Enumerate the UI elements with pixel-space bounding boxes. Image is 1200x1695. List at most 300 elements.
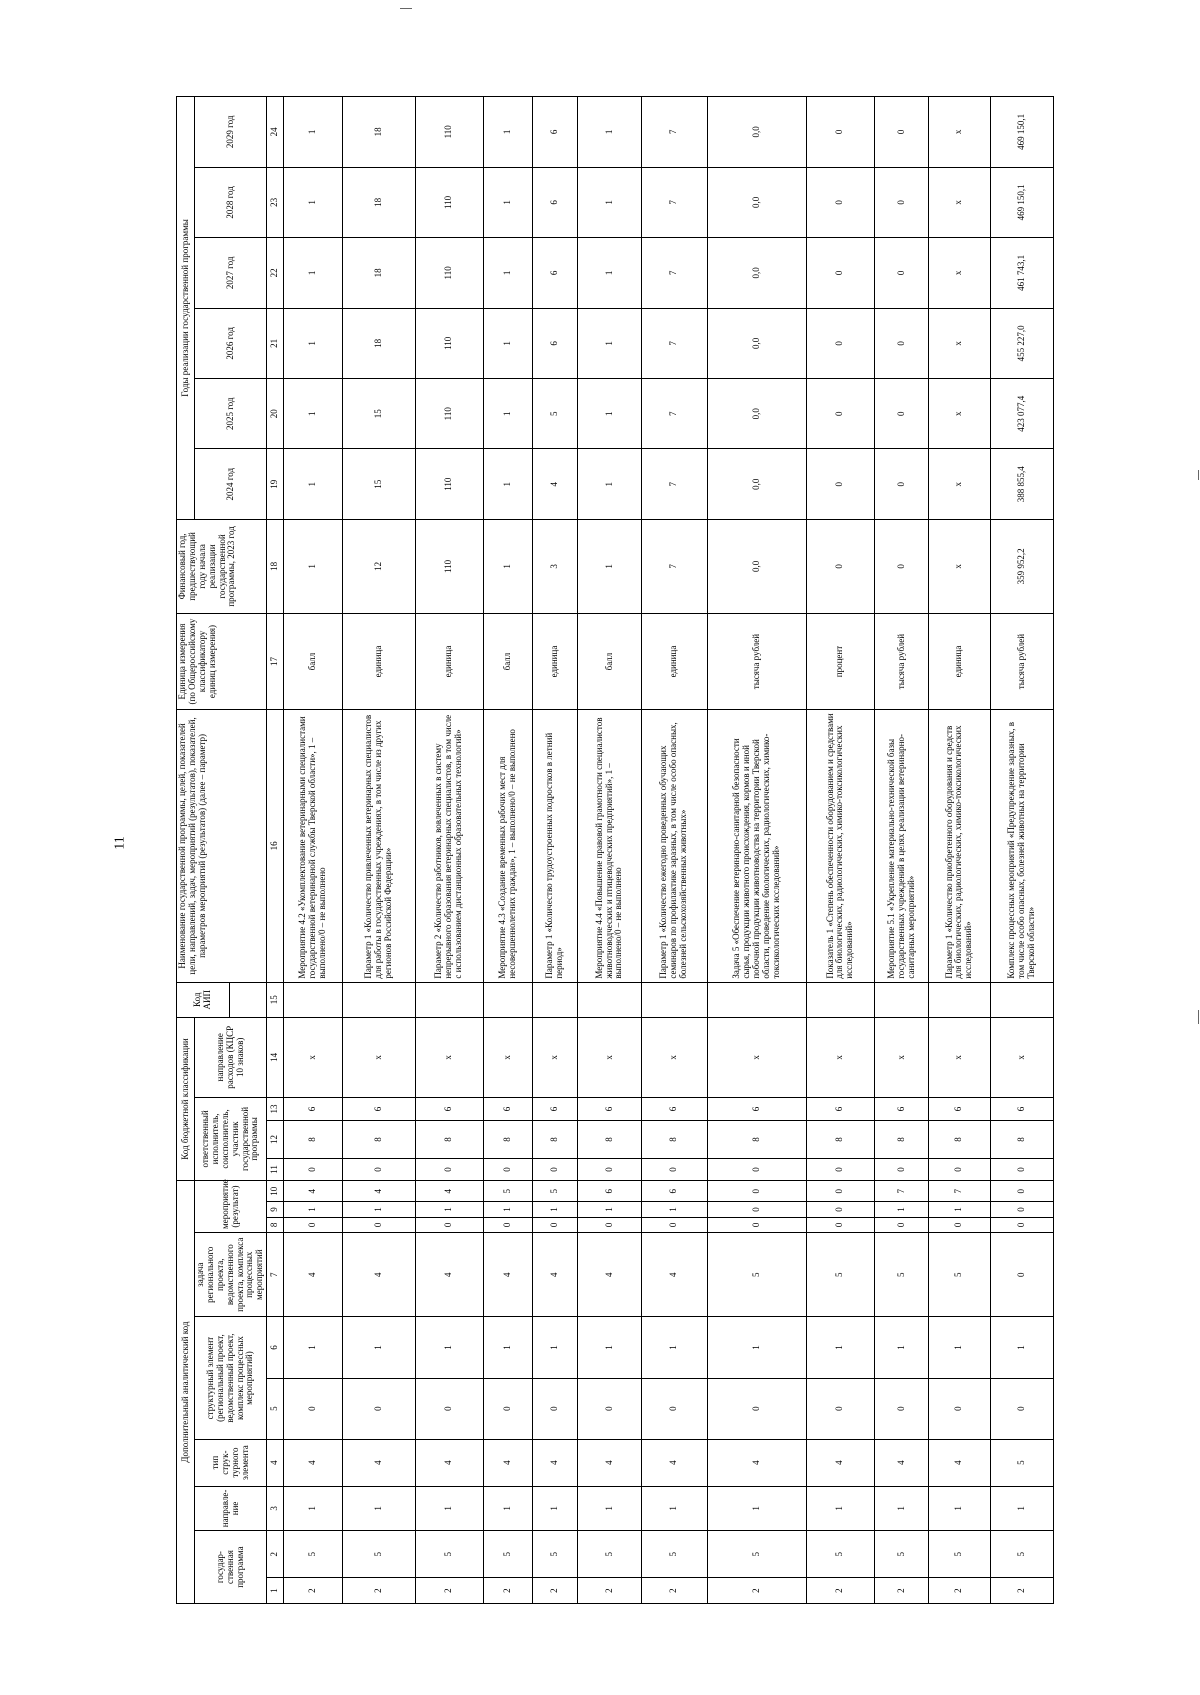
- code-cell: [533, 982, 578, 1017]
- item-name-cell: Параметр 2 «Количество работников, вовлеченных в систему непрерывного образования ветеринарных специалистов, в том числе с использованием дистанционных образовательных технологий»: [415, 710, 483, 982]
- code-cell: [283, 982, 342, 1017]
- unit-cell: единица: [641, 613, 707, 709]
- code-cell: 5: [641, 1531, 707, 1578]
- item-name-cell: Мероприятие 5.1 «Укрепление материально-технической базы государственных учреждений в целях реализации ветеринарно-санитарных мероприятий»: [875, 710, 929, 982]
- year-value-cell: 0: [806, 449, 874, 519]
- year-value-cell: 110: [415, 449, 483, 519]
- code-cell: 4: [533, 1232, 578, 1317]
- year-value-cell: 0,0: [707, 379, 806, 449]
- code-cell: 6: [929, 1097, 990, 1120]
- code-cell: 0: [707, 1158, 806, 1180]
- base-year-value-cell: х: [929, 519, 990, 613]
- year-value-cell: 7: [641, 449, 707, 519]
- code-cell: 5: [415, 1531, 483, 1578]
- code-cell: 2: [578, 1578, 642, 1604]
- code-cell: 8: [929, 1121, 990, 1159]
- year-value-cell: 0: [806, 97, 874, 168]
- year-value-cell: 110: [415, 238, 483, 308]
- code-cell: 0: [415, 1378, 483, 1439]
- code-cell: х: [483, 1017, 532, 1097]
- item-name-cell: Мероприятие 4.3 «Создание временных рабочих мест для несовершеннолетних граждан», 1 – выполнено/0 – не выполнено: [483, 710, 532, 982]
- code-cell: 4: [875, 1439, 929, 1486]
- year-value-cell: 18: [342, 238, 415, 308]
- year-value-cell: х: [929, 449, 990, 519]
- year-value-cell: 18: [342, 308, 415, 378]
- code-cell: 2: [342, 1578, 415, 1604]
- code-cell: 4: [707, 1439, 806, 1486]
- column-number: 9: [267, 1202, 283, 1217]
- code-cell: 0: [533, 1217, 578, 1232]
- column-number: 10: [267, 1181, 283, 1202]
- code-cell: 1: [806, 1317, 874, 1378]
- code-cell: 4: [929, 1439, 990, 1486]
- table-row: [641, 97, 707, 1604]
- year-value-cell: х: [929, 308, 990, 378]
- code-cell: 1: [578, 1202, 642, 1217]
- year-value-cell: 0: [806, 379, 874, 449]
- code-cell: 4: [415, 1439, 483, 1486]
- unit-cell: единица: [533, 613, 578, 709]
- unit-cell: балл: [483, 613, 532, 709]
- unit-cell: балл: [283, 613, 342, 709]
- code-cell: 0: [483, 1217, 532, 1232]
- code-cell: 1: [342, 1317, 415, 1378]
- code-cell: 1: [415, 1317, 483, 1378]
- year-value-cell: 7: [641, 167, 707, 237]
- unit-cell: тысяча рублей: [990, 613, 1054, 709]
- code-cell: 1: [578, 1486, 642, 1531]
- code-cell: 8: [342, 1121, 415, 1159]
- code-cell: 0: [533, 1378, 578, 1439]
- code-cell: х: [415, 1017, 483, 1097]
- code-cell: 6: [533, 1097, 578, 1120]
- unit-cell: тысяча рублей: [875, 613, 929, 709]
- code-cell: 4: [342, 1439, 415, 1486]
- code-cell: х: [990, 1017, 1054, 1097]
- unit-cell: единица: [415, 613, 483, 709]
- code-cell: 0: [806, 1378, 874, 1439]
- year-value-cell: 0: [806, 238, 874, 308]
- code-cell: [641, 982, 707, 1017]
- code-cell: 4: [578, 1232, 642, 1317]
- code-cell: [875, 982, 929, 1017]
- year-value-cell: 15: [342, 449, 415, 519]
- year-value-cell: 7: [641, 97, 707, 168]
- year-value-cell: 7: [641, 308, 707, 378]
- table-row: [283, 97, 342, 1604]
- year-value-cell: 6: [533, 308, 578, 378]
- year-value-cell: 1: [578, 97, 642, 168]
- unit-cell: единица: [342, 613, 415, 709]
- code-cell: х: [875, 1017, 929, 1097]
- year-value-cell: 1: [283, 449, 342, 519]
- column-number: 19: [267, 449, 283, 519]
- year-value-cell: 1: [283, 97, 342, 168]
- column-number: 3: [267, 1486, 283, 1531]
- code-cell: 5: [707, 1531, 806, 1578]
- code-cell: 8: [875, 1121, 929, 1159]
- code-cell: 0: [342, 1158, 415, 1180]
- code-cell: 1: [533, 1486, 578, 1531]
- code-cell: 2: [707, 1578, 806, 1604]
- header-naimenovanie: Наименование государственной программы, целей, показателей цели, направлений, задач, мероприятий (результатов), показателей, параметров мероприятий (результатов) (далее – параметр): [177, 710, 267, 982]
- year-value-cell: 18: [342, 167, 415, 237]
- code-cell: 5: [990, 1531, 1054, 1578]
- unit-cell: тысяча рублей: [707, 613, 806, 709]
- code-cell: 5: [283, 1531, 342, 1578]
- code-cell: 0: [875, 1217, 929, 1232]
- header-kod-budget: Код бюджетной классификации: [177, 1017, 195, 1180]
- code-cell: 0: [990, 1378, 1054, 1439]
- code-cell: 4: [806, 1439, 874, 1486]
- code-cell: 4: [533, 1439, 578, 1486]
- code-cell: 1: [641, 1202, 707, 1217]
- code-cell: 8: [990, 1121, 1054, 1159]
- code-cell: 0: [875, 1378, 929, 1439]
- code-cell: 1: [641, 1486, 707, 1531]
- code-cell: 4: [283, 1439, 342, 1486]
- code-cell: 6: [875, 1097, 929, 1120]
- base-year-value-cell: 3: [533, 519, 578, 613]
- header-struct-element: структурный элемент (региональный проект, ведомственный проект, комплекс процессных мероприятий): [195, 1317, 267, 1439]
- unit-cell: единица: [929, 613, 990, 709]
- code-cell: 2: [533, 1578, 578, 1604]
- table-row: [990, 97, 1054, 1604]
- code-cell: 5: [806, 1531, 874, 1578]
- code-cell: х: [533, 1017, 578, 1097]
- year-value-cell: 0,0: [707, 97, 806, 168]
- code-cell: [483, 982, 532, 1017]
- code-cell: 0: [990, 1232, 1054, 1317]
- code-cell: 8: [578, 1121, 642, 1159]
- year-value-cell: 0,0: [707, 167, 806, 237]
- scan-edge-mark: [1198, 1010, 1199, 1024]
- header-dop-kod: Дополнительный аналитический код: [177, 1181, 195, 1604]
- code-cell: 4: [415, 1232, 483, 1317]
- year-value-cell: 1: [483, 238, 532, 308]
- column-number: 15: [267, 982, 283, 1017]
- year-value-cell: 0: [875, 379, 929, 449]
- code-cell: 1: [342, 1202, 415, 1217]
- unit-cell: балл: [578, 613, 642, 709]
- column-number: 5: [267, 1378, 283, 1439]
- code-cell: 0: [578, 1158, 642, 1180]
- code-cell: 1: [483, 1202, 532, 1217]
- code-cell: [806, 982, 874, 1017]
- code-cell: 1: [990, 1486, 1054, 1531]
- year-value-cell: 1: [283, 379, 342, 449]
- column-number: 22: [267, 238, 283, 308]
- header-year-2024: 2024 год: [195, 449, 267, 519]
- code-cell: 0: [707, 1202, 806, 1217]
- code-cell: х: [578, 1017, 642, 1097]
- code-cell: 6: [342, 1097, 415, 1120]
- code-cell: 0: [641, 1378, 707, 1439]
- code-cell: 0: [806, 1217, 874, 1232]
- year-value-cell: 1: [578, 167, 642, 237]
- year-value-cell: 0: [875, 97, 929, 168]
- code-cell: 6: [990, 1097, 1054, 1120]
- code-cell: 2: [415, 1578, 483, 1604]
- base-year-value-cell: 12: [342, 519, 415, 613]
- code-cell: 2: [806, 1578, 874, 1604]
- code-cell: 6: [283, 1097, 342, 1120]
- header-year-2025: 2025 год: [195, 379, 267, 449]
- code-cell: 1: [929, 1202, 990, 1217]
- header-kod-aip-cont: [229, 982, 267, 1017]
- code-cell: [929, 982, 990, 1017]
- code-cell: 1: [875, 1486, 929, 1531]
- item-name-cell: Задача 5 «Обеспечение ветеринарно-санитарной безопасности сырья, продукции животного происхождения, кормов и иной побочной продукции животноводства на территории Тверской области, проведение биологических, радиологических, химико-токсикологических исследований»: [707, 710, 806, 982]
- table-row: [415, 97, 483, 1604]
- code-cell: х: [707, 1017, 806, 1097]
- code-cell: 4: [342, 1181, 415, 1202]
- year-value-cell: 0,0: [707, 238, 806, 308]
- code-cell: 1: [533, 1202, 578, 1217]
- year-value-cell: 110: [415, 97, 483, 168]
- code-cell: 0: [641, 1158, 707, 1180]
- code-cell: х: [806, 1017, 874, 1097]
- unit-cell: процент: [806, 613, 874, 709]
- scan-edge-mark: [1198, 470, 1199, 480]
- code-cell: 8: [283, 1121, 342, 1159]
- column-number: 17: [267, 613, 283, 709]
- scan-edge-mark: [400, 8, 412, 9]
- year-value-cell: 0,0: [707, 308, 806, 378]
- code-cell: х: [283, 1017, 342, 1097]
- code-cell: 1: [806, 1486, 874, 1531]
- column-number: 13: [267, 1097, 283, 1120]
- code-cell: 8: [707, 1121, 806, 1159]
- code-cell: 0: [875, 1158, 929, 1180]
- code-cell: 7: [875, 1181, 929, 1202]
- year-value-cell: 18: [342, 97, 415, 168]
- code-cell: 1: [578, 1317, 642, 1378]
- year-value-cell: 1: [483, 379, 532, 449]
- code-cell: 6: [578, 1181, 642, 1202]
- code-cell: 1: [641, 1317, 707, 1378]
- code-cell: 5: [875, 1531, 929, 1578]
- code-cell: 2: [483, 1578, 532, 1604]
- code-cell: 0: [415, 1217, 483, 1232]
- code-cell: 5: [929, 1232, 990, 1317]
- code-cell: х: [342, 1017, 415, 1097]
- code-cell: 5: [929, 1531, 990, 1578]
- code-cell: 8: [533, 1121, 578, 1159]
- code-cell: 0: [342, 1217, 415, 1232]
- year-value-cell: 0: [875, 167, 929, 237]
- column-number: 21: [267, 308, 283, 378]
- base-year-value-cell: 7: [641, 519, 707, 613]
- code-cell: 0: [806, 1181, 874, 1202]
- table-row: [533, 97, 578, 1604]
- code-cell: 2: [641, 1578, 707, 1604]
- code-cell: 6: [641, 1181, 707, 1202]
- header-meropriyatie: мероприятие (результат): [195, 1181, 267, 1233]
- code-cell: 6: [483, 1097, 532, 1120]
- code-cell: 1: [283, 1486, 342, 1531]
- page-number: 11: [112, 836, 128, 850]
- column-number: 12: [267, 1121, 283, 1159]
- code-cell: 0: [929, 1158, 990, 1180]
- code-cell: 0: [483, 1378, 532, 1439]
- code-cell: 4: [641, 1232, 707, 1317]
- code-cell: 0: [929, 1378, 990, 1439]
- year-value-cell: 1: [283, 308, 342, 378]
- column-number: 6: [267, 1317, 283, 1378]
- table-row: [342, 97, 415, 1604]
- column-number: 7: [267, 1232, 283, 1317]
- code-cell: 0: [578, 1378, 642, 1439]
- code-cell: [415, 982, 483, 1017]
- code-cell: 7: [929, 1181, 990, 1202]
- code-cell: 5: [483, 1531, 532, 1578]
- code-cell: 4: [283, 1181, 342, 1202]
- column-number: 11: [267, 1158, 283, 1180]
- year-value-cell: 6: [533, 167, 578, 237]
- code-cell: 6: [806, 1097, 874, 1120]
- code-cell: 0: [415, 1158, 483, 1180]
- table-row: [929, 97, 990, 1604]
- code-cell: 0: [990, 1181, 1054, 1202]
- code-cell: 1: [483, 1317, 532, 1378]
- code-cell: 1: [342, 1486, 415, 1531]
- code-cell: 2: [929, 1578, 990, 1604]
- code-cell: 8: [415, 1121, 483, 1159]
- code-cell: 1: [875, 1202, 929, 1217]
- code-cell: 0: [283, 1378, 342, 1439]
- code-cell: 1: [929, 1486, 990, 1531]
- item-name-cell: Мероприятие 4.4 «Повышение правовой грамотности специалистов животноводческих и птицеводческих предприятий», 1 – выполнено/0 – не выполнено: [578, 710, 642, 982]
- code-cell: х: [929, 1017, 990, 1097]
- code-cell: 0: [806, 1202, 874, 1217]
- header-napravlenie: направле-ние: [195, 1486, 267, 1531]
- column-number: 1: [267, 1578, 283, 1604]
- column-number: 16: [267, 710, 283, 982]
- year-value-cell: 110: [415, 167, 483, 237]
- table-row: [707, 97, 806, 1604]
- code-cell: 0: [990, 1202, 1054, 1217]
- item-name-cell: Параметр 1 «Количество привлеченных ветеринарных специалистов для работы в государственных учреждениях, в том числе из других регионов Российской Федерации»: [342, 710, 415, 982]
- table-body: [267, 97, 1054, 1604]
- year-value-cell: 7: [641, 238, 707, 308]
- code-cell: 0: [483, 1158, 532, 1180]
- column-number: 18: [267, 519, 283, 613]
- year-value-cell: 0: [806, 308, 874, 378]
- table-row: [483, 97, 532, 1604]
- year-value-cell: 1: [483, 97, 532, 168]
- column-number-row: [267, 97, 283, 1604]
- year-value-cell: 1: [578, 308, 642, 378]
- column-number: 2: [267, 1531, 283, 1578]
- code-cell: 0: [283, 1158, 342, 1180]
- code-cell: 4: [342, 1232, 415, 1317]
- code-cell: 0: [283, 1217, 342, 1232]
- code-cell: 0: [929, 1217, 990, 1232]
- column-number: 4: [267, 1439, 283, 1486]
- code-cell: 1: [707, 1486, 806, 1531]
- code-cell: 5: [806, 1232, 874, 1317]
- year-value-cell: 0: [806, 167, 874, 237]
- code-cell: 0: [578, 1217, 642, 1232]
- code-cell: 5: [342, 1531, 415, 1578]
- item-name-cell: Показатель 1 «Степень обеспеченности оборудованием и средствами для биологических, радиологических, химико-токсикологических исследований»: [806, 710, 874, 982]
- year-value-cell: х: [929, 379, 990, 449]
- year-value-cell: 0: [875, 449, 929, 519]
- code-cell: 6: [578, 1097, 642, 1120]
- rotated-table-container: [176, 96, 1036, 1604]
- year-value-cell: х: [929, 167, 990, 237]
- year-value-cell: 6: [533, 238, 578, 308]
- year-value-cell: 469 150,1: [990, 97, 1054, 168]
- item-name-cell: Мероприятие 4.2 «Укомплектование ветеринарными специалистами государственной ветеринарной службы Тверской области», 1 – выполнено/0 – не выполнено: [283, 710, 342, 982]
- code-cell: 1: [483, 1486, 532, 1531]
- base-year-value-cell: 1: [578, 519, 642, 613]
- code-cell: 0: [990, 1158, 1054, 1180]
- base-year-value-cell: 1: [483, 519, 532, 613]
- code-cell: 4: [641, 1439, 707, 1486]
- code-cell: 1: [875, 1317, 929, 1378]
- code-cell: 1: [990, 1317, 1054, 1378]
- code-cell: 0: [707, 1378, 806, 1439]
- item-name-cell: Параметр 1 «Количество трудоустроенных подростков в летний период»: [533, 710, 578, 982]
- item-name-cell: Параметр 1 «Количество ежегодно проведенных обучающих семинаров по профилактике заразных, в том числе особо опасных, болезней сельскохозяйственных животных»: [641, 710, 707, 982]
- table-row: [806, 97, 874, 1604]
- code-cell: 5: [483, 1181, 532, 1202]
- code-cell: 2: [283, 1578, 342, 1604]
- year-value-cell: 0: [875, 238, 929, 308]
- code-cell: 0: [707, 1181, 806, 1202]
- code-cell: 0: [342, 1378, 415, 1439]
- code-cell: 4: [283, 1232, 342, 1317]
- code-cell: 0: [707, 1217, 806, 1232]
- header-year-2028: 2028 год: [195, 167, 267, 237]
- code-cell: 5: [533, 1531, 578, 1578]
- year-value-cell: 388 855,4: [990, 449, 1054, 519]
- year-value-cell: 461 743,1: [990, 238, 1054, 308]
- header-gos-prog: государ-ственная программа: [195, 1531, 267, 1604]
- year-value-cell: 110: [415, 308, 483, 378]
- header-year-2026: 2026 год: [195, 308, 267, 378]
- code-cell: 6: [415, 1097, 483, 1120]
- code-cell: [990, 982, 1054, 1017]
- code-cell: 5: [533, 1181, 578, 1202]
- code-cell: 8: [641, 1121, 707, 1159]
- header-otvetstvenny: ответственный исполнитель, соисполнитель, участник государственной программы: [195, 1097, 267, 1180]
- base-year-value-cell: 359 952,2: [990, 519, 1054, 613]
- header-edinica: Единица измерения (по Общероссийскому классификатору единиц измерения): [177, 613, 267, 709]
- code-cell: 1: [283, 1202, 342, 1217]
- header-tip-elementa: тип струк-турного элемента: [195, 1439, 267, 1486]
- code-cell: 5: [707, 1232, 806, 1317]
- year-value-cell: 7: [641, 379, 707, 449]
- code-cell: 2: [990, 1578, 1054, 1604]
- year-value-cell: 469 150,1: [990, 167, 1054, 237]
- code-cell: 1: [415, 1202, 483, 1217]
- code-cell: 6: [641, 1097, 707, 1120]
- code-cell: 1: [415, 1486, 483, 1531]
- code-cell: 4: [415, 1181, 483, 1202]
- year-value-cell: 1: [578, 238, 642, 308]
- code-cell: 1: [533, 1317, 578, 1378]
- code-cell: 8: [483, 1121, 532, 1159]
- code-cell: [707, 982, 806, 1017]
- year-value-cell: х: [929, 97, 990, 168]
- year-value-cell: 1: [578, 449, 642, 519]
- year-value-cell: 1: [578, 379, 642, 449]
- code-cell: 0: [990, 1217, 1054, 1232]
- code-cell: 4: [483, 1232, 532, 1317]
